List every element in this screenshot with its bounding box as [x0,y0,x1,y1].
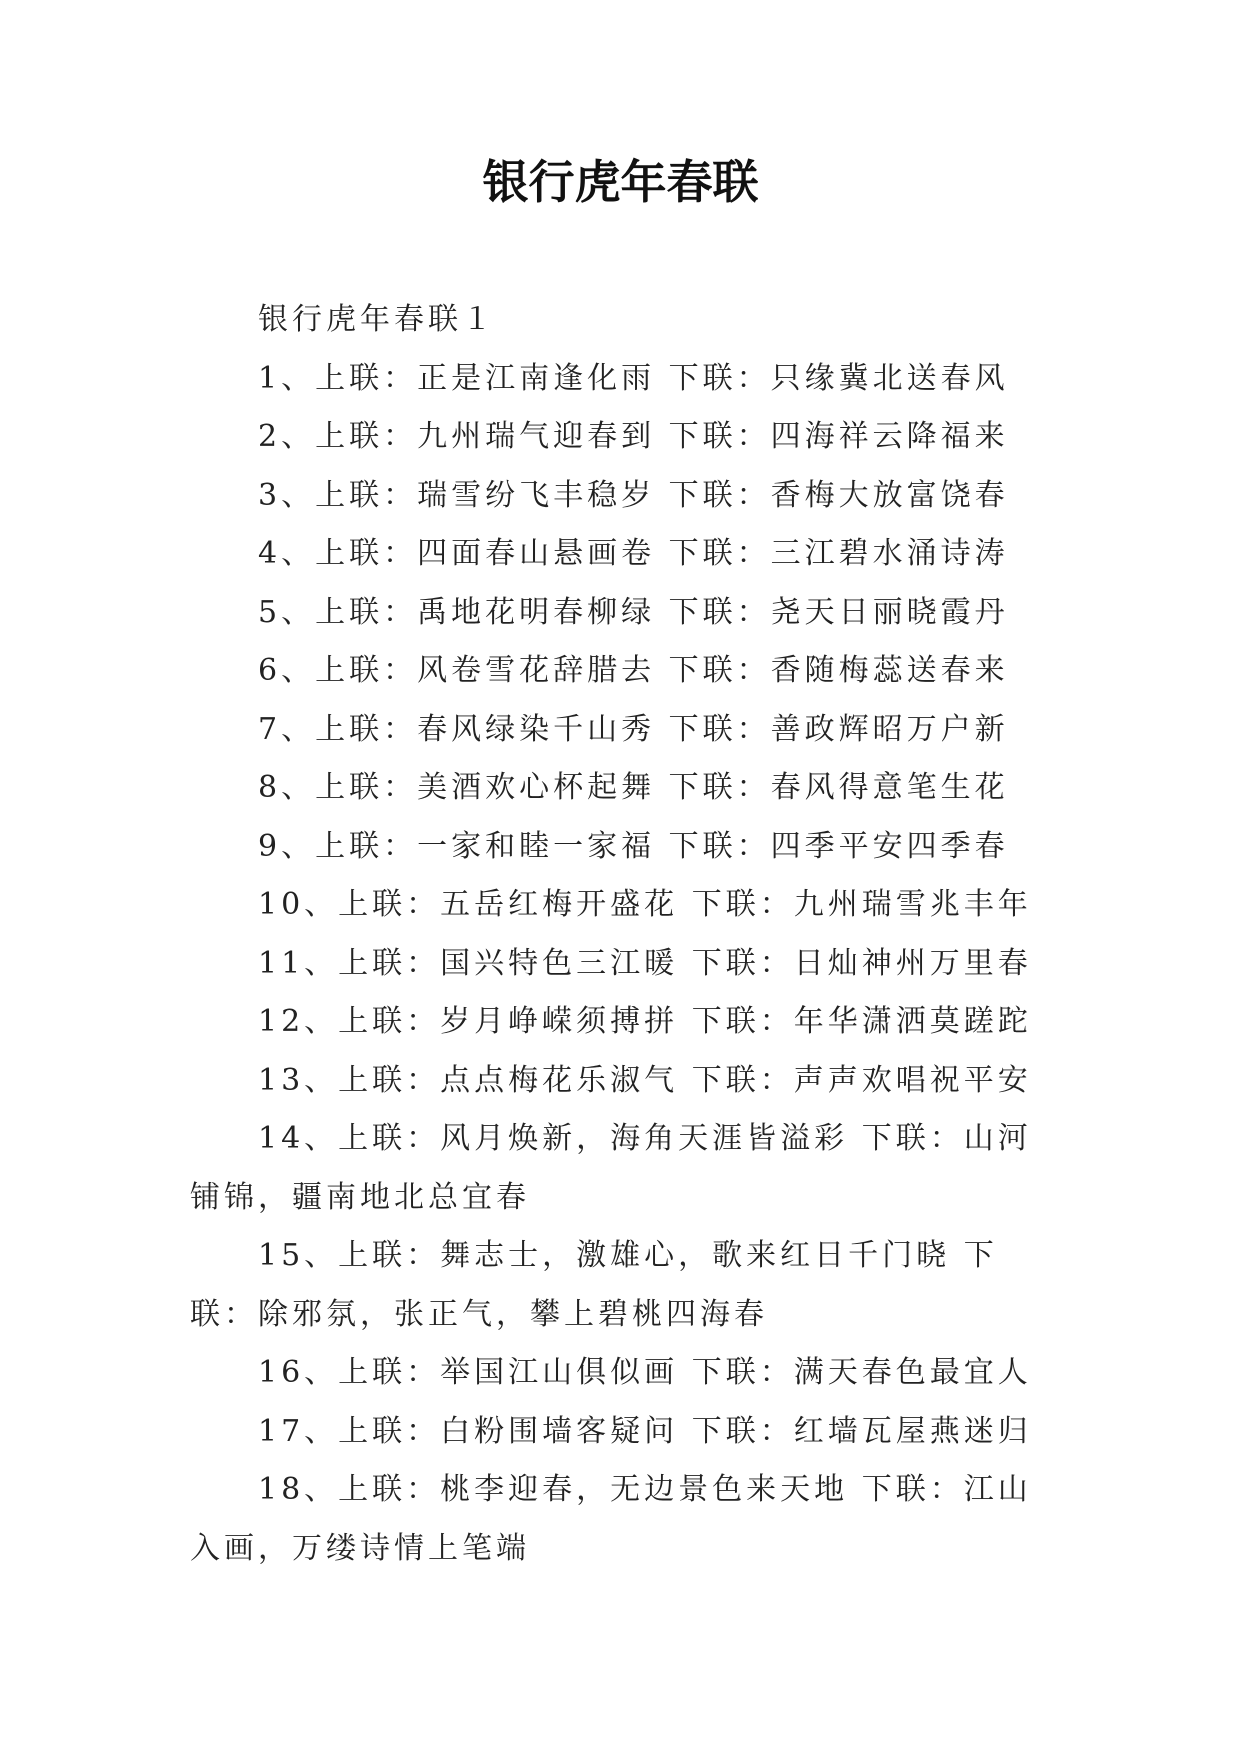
couplet-item: 2、上联：九州瑞气迎春到 下联：四海祥云降福来 [258,419,1009,454]
couplet-item: 12、上联：岁月峥嵘须搏拼 下联：年华潇洒莫蹉跎 [258,1004,1032,1039]
couplet-item: 3、上联：瑞雪纷飞丰稳岁 下联：香梅大放富饶春 [258,477,1009,513]
couplet-item: 16、上联：举国江山俱似画 下联：满天春色最宜人 [258,1355,1032,1390]
couplet-item: 15、上联：舞志士，激雄心，歌来红日千门晓 下联：除邪氛，张正气，攀上碧桃四海春 [190,1238,998,1332]
section-heading: 银行虎年春联１ [258,302,496,337]
couplet-item: 17、上联：白粉围墙客疑问 下联：红墙瓦屋燕迷归 [258,1413,1032,1449]
couplet-item: 11、上联：国兴特色三江暖 下联：日灿神州万里春 [258,945,1032,981]
couplet-item: 4、上联：四面春山悬画卷 下联：三江碧水涌诗涛 [258,536,1009,571]
couplet-item: 5、上联：禹地花明春柳绿 下联：尧天日丽晓霞丹 [258,594,1009,630]
couplet-item: 6、上联：风卷雪花辞腊去 下联：香随梅蕊送春来 [258,653,1009,688]
couplet-item: 7、上联：春风绿染千山秀 下联：善政辉昭万户新 [258,711,1009,747]
couplet-item: 18、上联：桃李迎春，无边景色来天地 下联：江山入画，万缕诗情上笔端 [190,1472,1032,1566]
couplet-item: 14、上联：风月焕新，海角天涯皆溢彩 下联：山河铺锦，疆南地北总宜春 [190,1121,1032,1215]
couplet-item: 10、上联：五岳红梅开盛花 下联：九州瑞雪兆丰年 [258,887,1032,922]
couplet-item: 13、上联：点点梅花乐淑气 下联：声声欢唱祝平安 [258,1062,1032,1098]
document-body [190,291,1052,1578]
couplet-item: 8、上联：美酒欢心杯起舞 下联：春风得意笔生花 [258,770,1009,805]
couplet-item: 1、上联：正是江南逢化雨 下联：只缘冀北送春风 [258,360,1009,396]
document-title: 银行虎年春联 [482,155,759,209]
couplet-item: 9、上联：一家和睦一家福 下联：四季平安四季春 [258,828,1009,864]
